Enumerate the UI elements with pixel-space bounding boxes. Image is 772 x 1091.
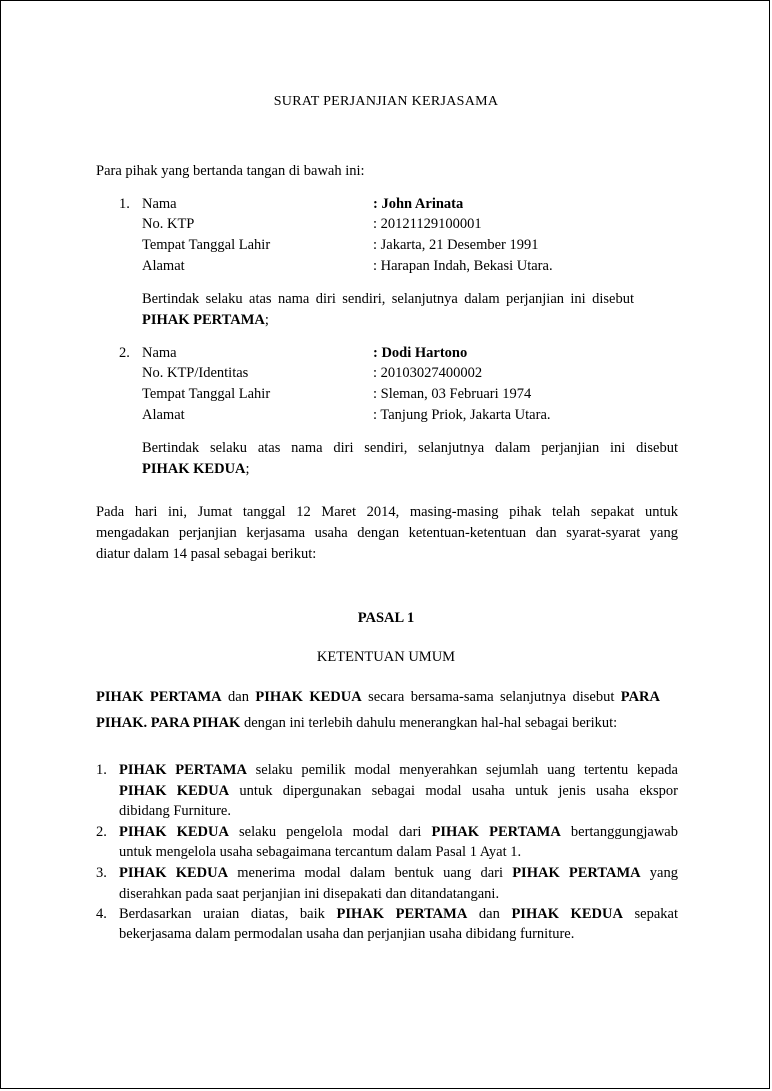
party2-label: No. KTP/Identitas [142, 365, 249, 381]
pasal-heading: PASAL 1 [357, 610, 415, 626]
party1-label: Tempat Tanggal Lahir [142, 237, 271, 253]
party1-label: No. KTP [142, 216, 195, 232]
party2-label: Nama [142, 345, 177, 361]
intro-text: Para pihak yang bertanda tangan di bawah ini: [96, 163, 365, 179]
pasal-subheading: KETENTUAN UMUM [316, 649, 456, 665]
party2-designation: PIHAK KEDUA [142, 461, 246, 477]
document-page: SURAT PERJANJIAN KERJASAMA Para pihak yang bertanda tangan di bawah ini: 1. Nama : John Arinata No. KTP : 20121129100001 Tempat Tanggal Lahir : Jakarta, 21 Desember 1991 Alamat : Harapan Indah, Bekasi Utara. Bertindak selaku atas nama diri sendiri, selanjutnya dalam perjanjian ini disebut PIHAK PERTAMA; 2. Nama : Dodi Hartono No. KTP/Identitas : 20103027400002 Tempat Tanggal Lahir : Sleman, 03 Februari 1974 Alamat : Tanjung Priok, Jakarta Utara. Bertindak selaku atas nama diri sendiri, selanjutnya dalam perjanjian ini disebut PIHAK KEDUA; Pada hari ini, Jumat tanggal 12 Maret 2014, masing-masing pihak telah sepakat untuk mengadakan perjanjian kerjasama usaha dengan ketentuan-ketentuan dan syarat-syarat yang diatur dalam 14 pasal sebagai berikut: PASAL 1 KETENTUAN UMUM PIHAK PERTAMA dan PIHAK KEDUA secara bersama-sama selanjutnya disebut PARA PIHAK. PARA PIHAK dengan ini terlebih dahulu menerangkan hal-hal sebagai berikut: 1. PIHAK PERTAMA selaku pemilik modal menyerahkan sejumlah uang tertentu kepada PIHAK KEDUA untuk dipergunakan sebagai modal usaha untuk jenis usaha ekspor dibidang Furniture. 2. PIHAK KEDUA selaku pengelola modal dari PIHAK PERTAMA bertanggungjawab untuk mengelola usaha sebagaimana tercantum dalam Pasal 1 Ayat 1. 3. PIHAK KEDUA menerima modal dalam bentuk uang dari PIHAK PERTAMA yang diserahkan pada saat perjanjian ini disepakati dan ditandatangani. 4. Berdasarkan uraian diatas, baik PIHAK PERTAMA dan PIHAK KEDUA sepakat bekerjasama dalam permodalan usaha dan perjanjian usaha dibidang furniture. [0, 0, 770, 1089]
party2-value: : Sleman, 03 Februari 1974 [373, 386, 532, 402]
document-title: SURAT PERJANJIAN KERJASAMA [273, 94, 499, 109]
agreement-line: diatur dalam 14 pasal sebagai berikut: [96, 546, 317, 562]
party1-row-name [1, 194, 771, 214]
party1-label: Alamat [142, 258, 185, 274]
party1-row-birth [1, 235, 771, 255]
party1-number: 1. [119, 196, 130, 212]
party1-label: Nama [142, 196, 177, 212]
party2-designation-line: PIHAK KEDUA; [142, 461, 250, 477]
party2-label: Tempat Tanggal Lahir [142, 386, 271, 402]
party2-row-address [1, 405, 771, 425]
party1-row-ktp [1, 214, 771, 234]
party2-row-name [1, 343, 771, 363]
party2-number: 2. [119, 345, 130, 361]
party2-label: Alamat [142, 407, 185, 423]
party1-value: : 20121129100001 [373, 216, 482, 232]
party1-value: : Jakarta, 21 Desember 1991 [373, 237, 539, 253]
party2-row-ktp [1, 363, 771, 383]
agreement-line: Pada hari ini, Jumat tanggal 12 Maret 2014, masing-masing pihak telah sepakat untuk [96, 504, 678, 520]
party2-value: : 20103027400002 [373, 365, 483, 381]
agreement-line: mengadakan perjanjian kerjasama usaha dengan ketentuan-ketentuan dan syarat-syarat yang [96, 525, 678, 541]
party1-designation-line: PIHAK PERTAMA; [142, 312, 269, 328]
party2-row-birth [1, 384, 771, 404]
party1-designation: PIHAK PERTAMA [142, 312, 265, 328]
party1-value: : Harapan Indah, Bekasi Utara. [373, 258, 553, 274]
party1-acting-text: Bertindak selaku atas nama diri sendiri, selanjutnya dalam perjanjian ini disebut [142, 291, 634, 307]
party2-value: : Dodi Hartono [373, 345, 468, 361]
party1-value: : John Arinata [373, 196, 464, 212]
general-line-1: PIHAK PERTAMA dan PIHAK KEDUA secara bersama-sama selanjutnya disebut PARA [96, 689, 660, 705]
general-line-2: PIHAK. PARA PIHAK dengan ini terlebih dahulu menerangkan hal-hal sebagai berikut: [96, 715, 618, 731]
party1-row-address [1, 256, 771, 276]
party2-value: : Tanjung Priok, Jakarta Utara. [373, 407, 551, 423]
party2-acting-text: Bertindak selaku atas nama diri sendiri, selanjutnya dalam perjanjian ini disebut [142, 440, 678, 456]
